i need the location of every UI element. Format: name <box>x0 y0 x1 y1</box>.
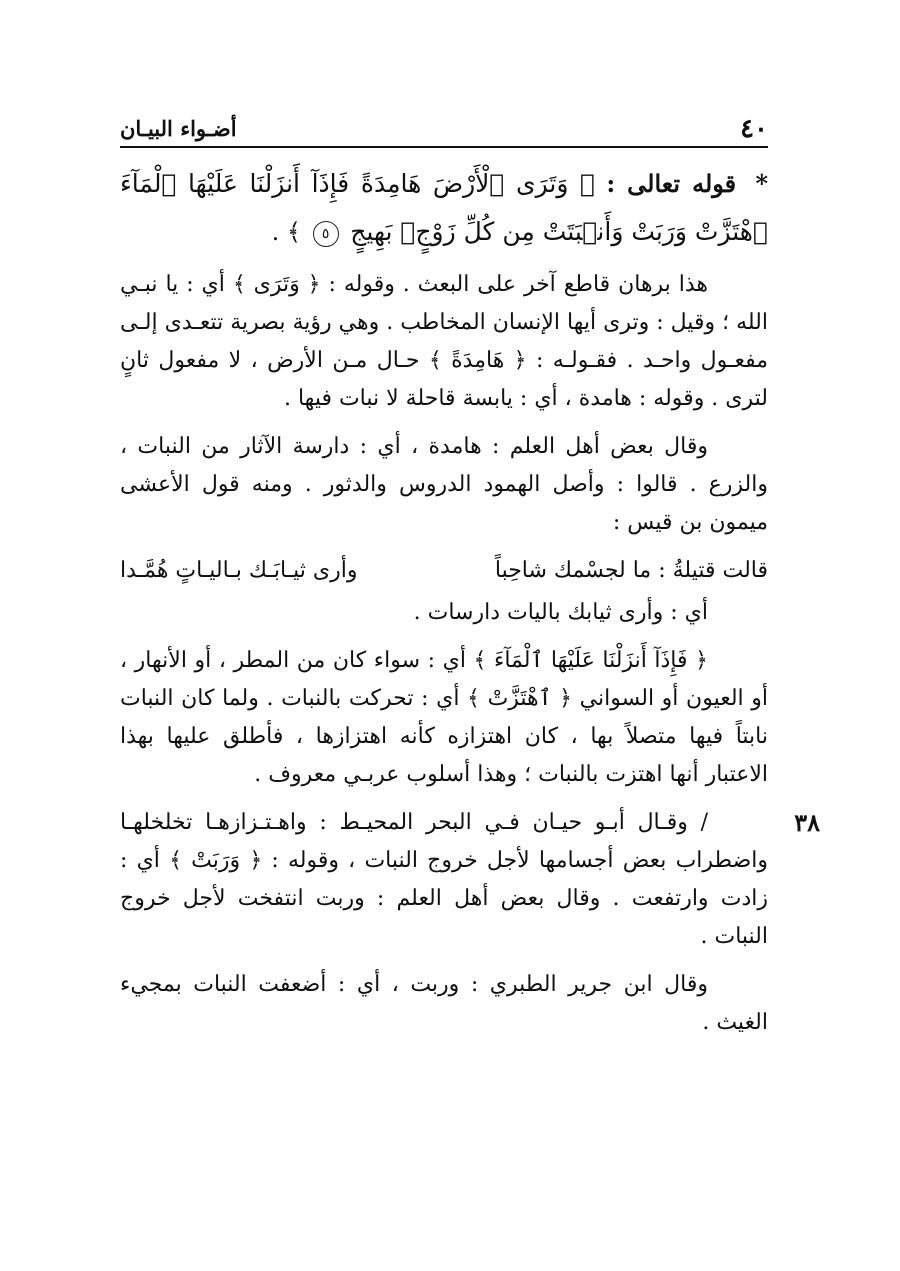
poem-verse <box>120 552 768 590</box>
poem-second-hemistich: وأرى ثيـابَـك بـاليـاتٍ هُمَّـدا <box>120 558 358 583</box>
margin-page-number: ٣٨ <box>794 808 820 837</box>
verse-heading <box>120 160 768 256</box>
page-content <box>120 160 820 1042</box>
paragraph-2: وقال بعض أهل العلم : هامدة ، أي : دارسة الآثار من النبات ، والزرع . قالوا : وأصل الهمود الدروس والدثور . ومنه قول الأعشى ميمون بن قيس : <box>120 434 768 535</box>
verse-intro: قوله تعالى : <box>606 169 737 198</box>
star-marker: * <box>755 169 768 198</box>
ayah-number-marker: ٥ <box>313 221 339 247</box>
paragraph-3: أي : وأرى ثيابك باليات دارسات . <box>413 600 708 625</box>
paragraph-5: / وقـال أبـو حيـان فـي البحر المحيـط : واهـتـزازهـا تخلخلهـا واضطراب بعض أجسامها لأجل خروج النبات ، وقوله : ﴿ وَرَبَتْ ﴾ أي : زادت وارتفعت . وقال بعض أهل العلم : وربت انتفخت لأجل خروج النبات . <box>120 810 768 949</box>
book-title: أضـواء البيـان <box>120 116 237 141</box>
paragraph-6: وقال ابن جرير الطبري : وربت ، أي : أضعفت النبات بمجيء الغيث . <box>120 972 768 1035</box>
page-header <box>120 110 768 148</box>
page-number: ٤٠ <box>740 114 768 144</box>
paragraph-1: هذا برهان قاطع آخر على البعث . وقوله : ﴿ وَتَرَى ﴾ أي : يا نبـي الله ؛ وقيل : وترى أيها الإنسان المخاطب . وهي رؤية بصرية تتعـدى إلـى مفعـول واحـد . فقـولـه : ﴿ هَامِدَةً ﴾ حـال مـن الأرض ، لا مفعول ثانٍ لترى . وقوله : هامدة ، أي : يابسة قاحلة لا نبات فيها . <box>120 272 768 411</box>
paragraph-4: ﴿ فَإِذَآ أَنزَلْنَا عَلَيْهَا ٱلْمَآءَ ﴾ أي : سواء كان من المطر ، أو الأنهار ، أو العيون أو السواني ﴿ ٱهْتَزَّتْ ﴾ أي : تحركت بالنبات . ولما كان النبات نابتاً فيها متصلاً بها ، كان اهتزازه كأنه اهتزازها ، فأطلق عليها بهذا الاعتبار أنها اهتزت بالنبات ؛ وهذا أسلوب عربـي معروف . <box>120 648 768 787</box>
quran-verse: ﴿ وَتَرَى ٱلْأَرْضَ هَامِدَةً فَإِذَآ أَنزَلْنَا عَلَيْهَا ٱلْمَآءَ ٱهْتَزَّتْ وَرَبَتْ وَأَنۢبَتَتْ مِن كُلِّ زَوْجٍۭ بَهِيجٍ <box>120 169 768 246</box>
book-page <box>120 110 820 1271</box>
verse-closing: ﴾ . <box>271 218 301 246</box>
paragraph-5-wrapper <box>120 804 820 956</box>
poem-first-hemistich: قالت قتيلةُ : ما لجسْمك شاحِباً <box>494 558 768 583</box>
